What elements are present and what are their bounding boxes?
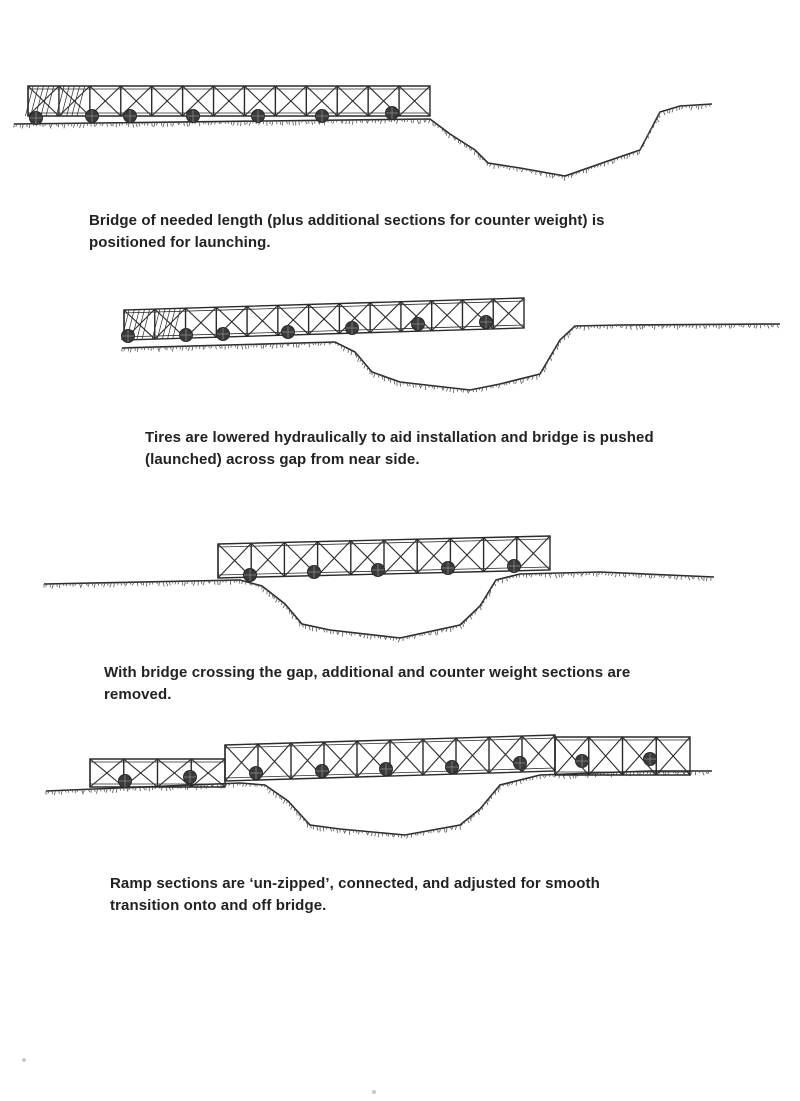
terrain-3 [44, 572, 714, 642]
stage-4 [0, 725, 800, 925]
caption-step-3: With bridge crossing the gap, additional and counter weight sections are removed. [104, 664, 631, 703]
ground-line-3 [44, 572, 714, 638]
ground-line-4 [46, 771, 712, 835]
bridge-1 [25, 86, 430, 116]
wheels-4 [119, 753, 657, 788]
grass-4 [46, 771, 709, 839]
stage-2-illustration [0, 280, 800, 420]
scan-speck [372, 1090, 376, 1094]
stage-1 [0, 0, 800, 270]
caption-step-4: Ramp sections are ‘un-zipped’, connected, and adjusted for smooth transition onto and off bridge. [110, 875, 600, 914]
stage-2 [0, 280, 800, 490]
caption-step-2: Tires are lowered hydraulically to aid installation and bridge is pushed (launched) across gap from near side. [145, 429, 654, 468]
stage-3-illustration [0, 520, 800, 650]
terrain-4 [46, 771, 712, 839]
ramp-left [90, 759, 225, 787]
stage-3 [0, 520, 800, 710]
ramp-right [555, 737, 690, 775]
scan-speck [22, 1058, 26, 1062]
stage-4-illustration [0, 725, 800, 855]
stage-1-illustration [0, 0, 800, 200]
ground-line-1 [14, 104, 712, 176]
caption-step-1: Bridge of needed length (plus additional sections for counter weight) is positioned for launching. [89, 212, 605, 251]
